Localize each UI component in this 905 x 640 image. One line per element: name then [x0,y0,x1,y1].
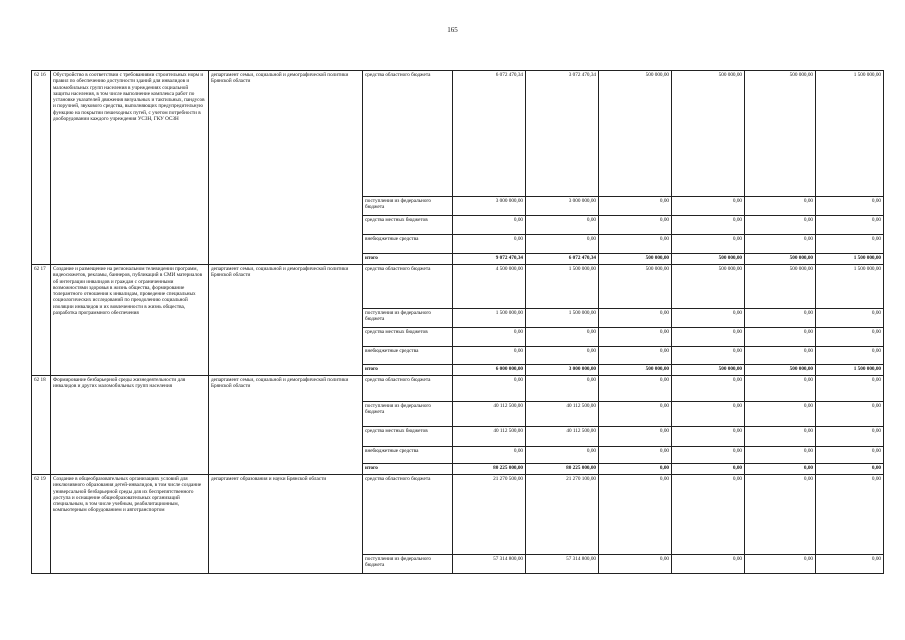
item-code: 62 19 [32,475,51,574]
amount-cell: 0,00 [745,309,816,328]
amount-cell: 0,00 [816,427,884,447]
item-code: 62 18 [32,376,51,475]
table-row [32,475,884,555]
amount-cell: 6 072 470,34 [453,71,526,197]
amount-cell: 40 112 500,00 [526,427,599,447]
amount-cell: 0,00 [816,197,884,216]
amount-cell: 9 072 470,34 [453,254,526,265]
amount-cell: 0,00 [672,216,745,235]
table-row [32,71,884,197]
amount-cell: 500 000,00 [745,265,816,309]
funding-source: средства областного бюджета [363,71,453,197]
item-executor: департамент семьи, социальной и демографической политики Брянской области [209,265,363,376]
item-name: Формирование безбарьерной среды жизнедеятельности для инвалидов и других маломобильных групп населения [51,376,209,475]
amount-cell: 80 225 000,00 [453,464,526,475]
amount-cell: 0,00 [816,309,884,328]
funding-source: внебюджетные средства [363,447,453,464]
item-executor: департамент семьи, социальной и демографической политики Брянской области [209,376,363,475]
amount-cell: 0,00 [599,464,672,475]
amount-cell: 0,00 [526,347,599,365]
amount-cell: 500 000,00 [599,265,672,309]
amount-cell: 0,00 [745,427,816,447]
amount-cell: 0,00 [672,402,745,427]
amount-cell: 0,00 [599,402,672,427]
amount-cell: 0,00 [745,328,816,347]
amount-cell: 57 314 800,00 [526,555,599,574]
amount-cell: 0,00 [599,309,672,328]
amount-cell: 1 500 000,00 [526,265,599,309]
amount-cell: 0,00 [816,475,884,555]
funding-source: средства местных бюджетов [363,216,453,235]
funding-source: поступления из федерального бюджета [363,402,453,427]
amount-cell: 1 500 000,00 [816,254,884,265]
table-body [32,71,884,574]
amount-cell: 500 000,00 [672,365,745,376]
amount-cell: 500 000,00 [599,254,672,265]
amount-cell: 1 500 000,00 [816,265,884,309]
amount-cell: 0,00 [453,235,526,254]
amount-cell: 0,00 [599,427,672,447]
amount-cell: 40 112 500,00 [526,402,599,427]
amount-cell: 1 500 000,00 [816,365,884,376]
item-executor: департамент семьи, социальной и демографической политики Брянской области [209,71,363,265]
amount-cell: 500 000,00 [599,71,672,197]
amount-cell: 0,00 [672,309,745,328]
funding-source: итого [363,254,453,265]
funding-source: средства областного бюджета [363,376,453,402]
amount-cell: 0,00 [526,376,599,402]
amount-cell: 40 112 500,00 [453,402,526,427]
amount-cell: 0,00 [453,347,526,365]
funding-source: поступления из федерального бюджета [363,309,453,328]
amount-cell: 0,00 [745,475,816,555]
amount-cell: 0,00 [816,447,884,464]
amount-cell: 500 000,00 [672,254,745,265]
item-code: 62 16 [32,71,51,265]
amount-cell: 0,00 [816,555,884,574]
amount-cell: 1 500 000,00 [816,71,884,197]
amount-cell: 500 000,00 [745,254,816,265]
amount-cell: 0,00 [672,347,745,365]
amount-cell: 1 500 000,00 [453,309,526,328]
amount-cell: 4 500 000,00 [453,265,526,309]
amount-cell: 3 000 000,00 [526,365,599,376]
funding-source: поступления из федерального бюджета [363,555,453,574]
amount-cell: 0,00 [526,447,599,464]
amount-cell: 0,00 [599,328,672,347]
item-name: Обустройство в соответствии с требованиями строительных норм и правил по обеспечению доступности зданий для инвалидов и маломобильных групп населения в учреждениях социальной защиты населения, в том числе выполнение комплекса работ по установке указателей движения визуальных и тактильных, пандусов и поручней, звукового средства, выполняющих предупредительную функцию на покрытии пешеходных путей, с учетом потребности в дооборудовании каждого учреждения УСЗН, ГКУ ОСЗН [51,71,209,265]
amount-cell: 0,00 [599,555,672,574]
amount-cell: 0,00 [816,347,884,365]
amount-cell: 21 270 500,00 [453,475,526,555]
amount-cell: 6 000 000,00 [453,365,526,376]
amount-cell: 0,00 [745,464,816,475]
table-row [32,376,884,402]
amount-cell: 0,00 [672,464,745,475]
item-code: 62 17 [32,265,51,376]
amount-cell: 0,00 [672,475,745,555]
amount-cell: 21 270 100,00 [526,475,599,555]
amount-cell: 0,00 [816,376,884,402]
amount-cell: 0,00 [599,235,672,254]
amount-cell: 500 000,00 [672,71,745,197]
item-name: Создание и размещение на региональном телевидении программ, видеосюжетов, рекламы, баннеров, публикаций в СМИ материалов об интеграции инвалидов и граждан с ограниченными возможностями здоровья в жизнь общества, формирование толерантного отношения к инвалидам, проведение специальных социологических исследований по преодолению социальной изоляции инвалидов и их вовлеченности в жизнь общества, разработка программного обеспечения [51,265,209,376]
amount-cell: 0,00 [745,235,816,254]
item-name: Создание в общеобразовательных организациях условий для инклюзивного образования детей-инвалидов, в том числе создание универсальной безбарьерной среды для их беспрепятственного доступа и оснащение общеобразовательных организаций специальным, в том числе учебным, реабилитационным, компьютерным оборудованием и автотранспортом [51,475,209,574]
funding-source: средства местных бюджетов [363,328,453,347]
amount-cell: 0,00 [599,347,672,365]
amount-cell: 3 000 000,00 [526,197,599,216]
amount-cell: 0,00 [745,555,816,574]
amount-cell: 0,00 [672,447,745,464]
amount-cell: 0,00 [453,376,526,402]
amount-cell: 0,00 [453,447,526,464]
funding-source: средства местных бюджетов [363,427,453,447]
amount-cell: 500 000,00 [745,365,816,376]
amount-cell: 500 000,00 [599,365,672,376]
amount-cell: 0,00 [672,555,745,574]
amount-cell: 0,00 [745,216,816,235]
amount-cell: 80 225 000,00 [526,464,599,475]
amount-cell: 0,00 [599,197,672,216]
amount-cell: 0,00 [745,197,816,216]
amount-cell: 40 112 500,00 [453,427,526,447]
amount-cell: 500 000,00 [745,71,816,197]
amount-cell: 500 000,00 [672,265,745,309]
funding-source: поступления из федерального бюджета [363,197,453,216]
amount-cell: 0,00 [672,197,745,216]
amount-cell: 0,00 [526,328,599,347]
table-row [32,265,884,309]
amount-cell: 0,00 [745,376,816,402]
amount-cell: 0,00 [526,235,599,254]
amount-cell: 0,00 [816,216,884,235]
amount-cell: 0,00 [816,464,884,475]
page-number: 165 [447,26,458,34]
funding-source: средства областного бюджета [363,265,453,309]
amount-cell: 0,00 [672,427,745,447]
funding-source: внебюджетные средства [363,235,453,254]
amount-cell: 0,00 [599,216,672,235]
amount-cell: 0,00 [745,402,816,427]
funding-source: внебюджетные средства [363,347,453,365]
amount-cell: 57 314 800,00 [453,555,526,574]
amount-cell: 0,00 [672,235,745,254]
item-executor: департамент образования и науки Брянской области [209,475,363,574]
funding-source: итого [363,365,453,376]
amount-cell: 3 000 000,00 [453,197,526,216]
amount-cell: 6 072 470,34 [526,254,599,265]
amount-cell: 0,00 [453,328,526,347]
amount-cell: 0,00 [526,216,599,235]
amount-cell: 0,00 [599,475,672,555]
funding-source: средства областного бюджета [363,475,453,555]
amount-cell: 0,00 [599,447,672,464]
amount-cell: 0,00 [745,447,816,464]
amount-cell: 0,00 [599,376,672,402]
funding-source: итого [363,464,453,475]
amount-cell: 0,00 [672,328,745,347]
amount-cell: 0,00 [745,347,816,365]
amount-cell: 1 500 000,00 [526,309,599,328]
amount-cell: 0,00 [453,216,526,235]
amount-cell: 3 072 470,34 [526,71,599,197]
amount-cell: 0,00 [672,376,745,402]
amount-cell: 0,00 [816,235,884,254]
amount-cell: 0,00 [816,402,884,427]
program-expenditure-table [31,70,884,574]
amount-cell: 0,00 [816,328,884,347]
